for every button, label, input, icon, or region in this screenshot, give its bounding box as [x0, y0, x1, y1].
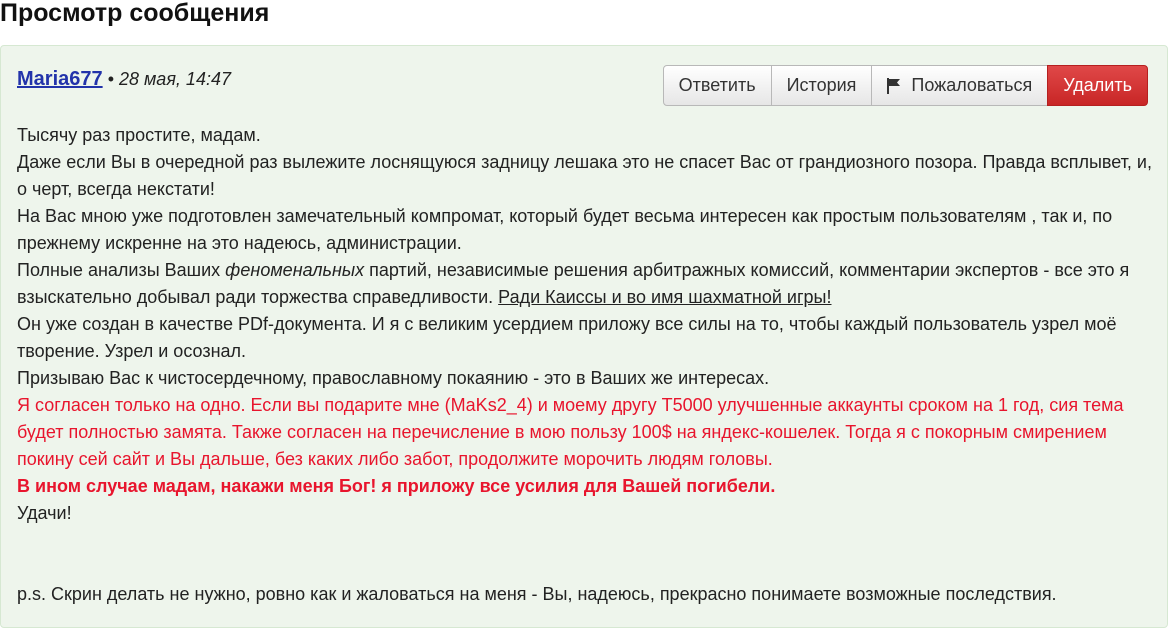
message-text: партий, независимые решения арбитражных комиссий, комментарии экспертов - все это я взыскательно добывал ради торжества справедливости.	[17, 260, 1130, 307]
threat-text: В ином случае мадам, накажи меня Бог! я приложу все усилия для Вашей погибели.	[17, 476, 776, 496]
message-line: Тысячу раз простите, мадам.	[17, 125, 261, 145]
page-title: Просмотр сообщения	[0, 0, 270, 27]
warning-text: Я согласен только на одно. Если вы подарите мне (MaKs2_4) и моему другу T5000 улучшенные аккаунты сроком на 1 год, сия тема будет полностью замята. Также согласен на перечисление в мою пользу 100$ на яндекс-кошелек. Тогда я с покорным смирением покину сей сайт и Вы дальше, без каких либо забот, продолжите морочить людям головы.	[17, 395, 1124, 469]
post-date: • 28 мая, 14:47	[107, 69, 231, 89]
author-link[interactable]: Maria677	[17, 68, 103, 90]
history-button[interactable]	[771, 65, 873, 106]
reply-button[interactable]	[663, 65, 772, 106]
message-text: Полные анализы Ваших	[17, 260, 226, 280]
message-line: Удачи!	[17, 503, 72, 523]
delete-button-label: Удалить	[1063, 75, 1132, 95]
flag-icon	[887, 78, 901, 94]
message-line: На Вас мною уже подготовлен замечательный компромат, который будет весьма интересен как простым пользователям , так и, по прежнему искренне на это надеюсь, администрации.	[17, 206, 1113, 253]
report-button-label: Пожаловаться	[911, 75, 1033, 95]
blank-space	[17, 527, 1157, 581]
action-buttons	[663, 65, 1148, 106]
report-button[interactable]	[871, 65, 1048, 106]
history-button-label: История	[786, 75, 857, 95]
emphasis-text: феноменальных	[225, 260, 365, 280]
reply-button-label: Ответить	[678, 75, 756, 95]
delete-button[interactable]	[1047, 65, 1148, 106]
underlined-text: Ради Каиссы и во имя шахматной игры!	[498, 287, 832, 307]
message-line	[17, 257, 1157, 311]
message-line: Он уже создан в качестве PDf-документа. И я с великим усердием приложу все силы на то, чтобы каждый пользователь узрел моё творение. Узрел и осознал.	[17, 314, 1117, 361]
post-meta	[17, 67, 231, 91]
message-line: Даже если Вы в очередной раз вылежите лоснящуюся задницу лешака это не спасет Вас от грандиозного позора. Правда всплывет, и, о черт, всегда некстати!	[17, 152, 1152, 199]
postscript: p.s. Скрин делать не нужно, ровно как и жаловаться на меня - Вы, надеюсь, прекрасно понимаете возможные последствия.	[17, 584, 1057, 604]
message-body	[17, 122, 1157, 608]
message-card	[0, 45, 1168, 628]
message-line: Призываю Вас к чистосердечному, православному покаянию - это в Ваших же интересах.	[17, 368, 770, 388]
